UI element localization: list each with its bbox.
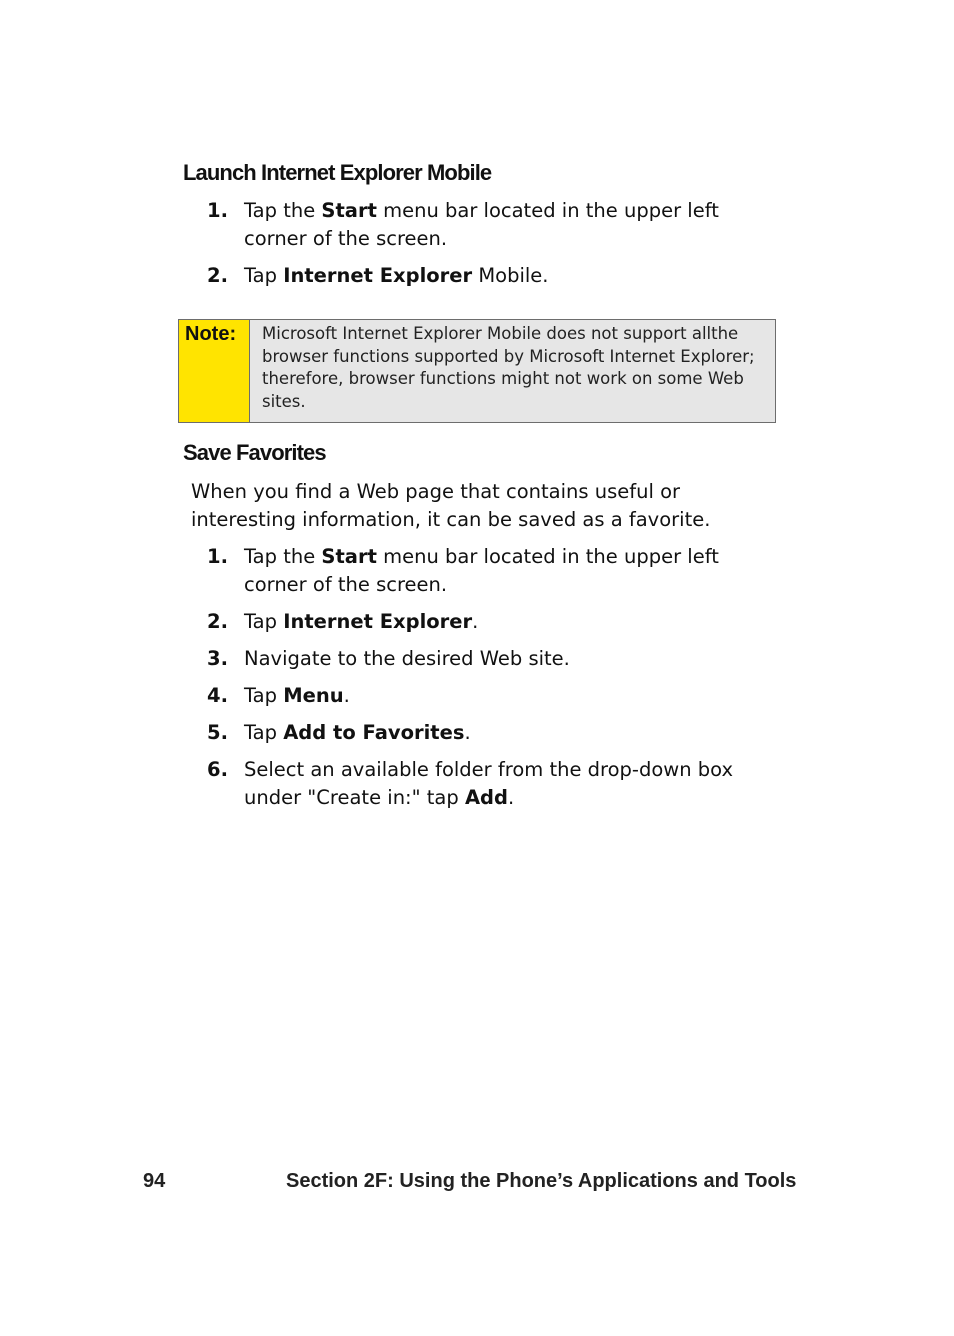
list-item (207, 262, 787, 290)
step-text: Tap Menu. (244, 684, 350, 707)
note-box (178, 319, 776, 423)
step-text: Tap the Start menu bar located in the upper left corner of the screen. (244, 545, 719, 596)
step-text: Tap the Start menu bar located in the upper left corner of the screen. (244, 199, 719, 250)
step-text: Tap Internet Explorer Mobile. (244, 264, 549, 287)
step-text: Tap Add to Favorites. (244, 721, 471, 744)
list-item (207, 756, 787, 812)
list-item (207, 608, 787, 636)
list-item (207, 682, 787, 710)
list-item (207, 719, 787, 747)
step-number: 2. (207, 264, 228, 287)
note-label: Note: (179, 320, 250, 422)
list-item (207, 543, 787, 599)
step-number: 6. (207, 758, 228, 781)
section-heading-save-favorites: Save Favorites (183, 440, 326, 465)
ui-term: Start (321, 199, 377, 222)
intro-paragraph: When you find a Web page that contains useful or interesting information, it can be saved as a favorite. (191, 480, 711, 531)
step-text: Navigate to the desired Web site. (244, 647, 570, 670)
step-number: 4. (207, 684, 228, 707)
page-number: 94 (143, 1170, 166, 1192)
step-text: Tap Internet Explorer. (244, 610, 479, 633)
list-item (207, 197, 787, 253)
ui-term: Add (464, 786, 508, 809)
step-text: Select an available folder from the drop-down box under "Create in:" tap Add. (244, 758, 734, 809)
ui-term: Internet Explorer (283, 264, 473, 287)
step-number: 5. (207, 721, 228, 744)
list-item (207, 645, 787, 673)
step-number: 3. (207, 647, 228, 670)
step-number: 1. (207, 545, 228, 568)
step-number: 1. (207, 199, 228, 222)
note-text: Microsoft Internet Explorer Mobile does not support allthe browser functions supported by Microsoft Internet Explorer; therefore, browser functions might not work on some Web sites. (262, 324, 755, 412)
ui-term: Internet Explorer (283, 610, 473, 633)
ui-term: Start (321, 545, 377, 568)
step-number: 2. (207, 610, 228, 633)
ui-term: Add to Favorites (283, 721, 465, 744)
footer-section-title: Section 2F: Using the Phone’s Applications and Tools (286, 1170, 797, 1192)
ui-term: Menu (283, 684, 344, 707)
section-heading-launch: Launch Internet Explorer Mobile (183, 160, 492, 185)
